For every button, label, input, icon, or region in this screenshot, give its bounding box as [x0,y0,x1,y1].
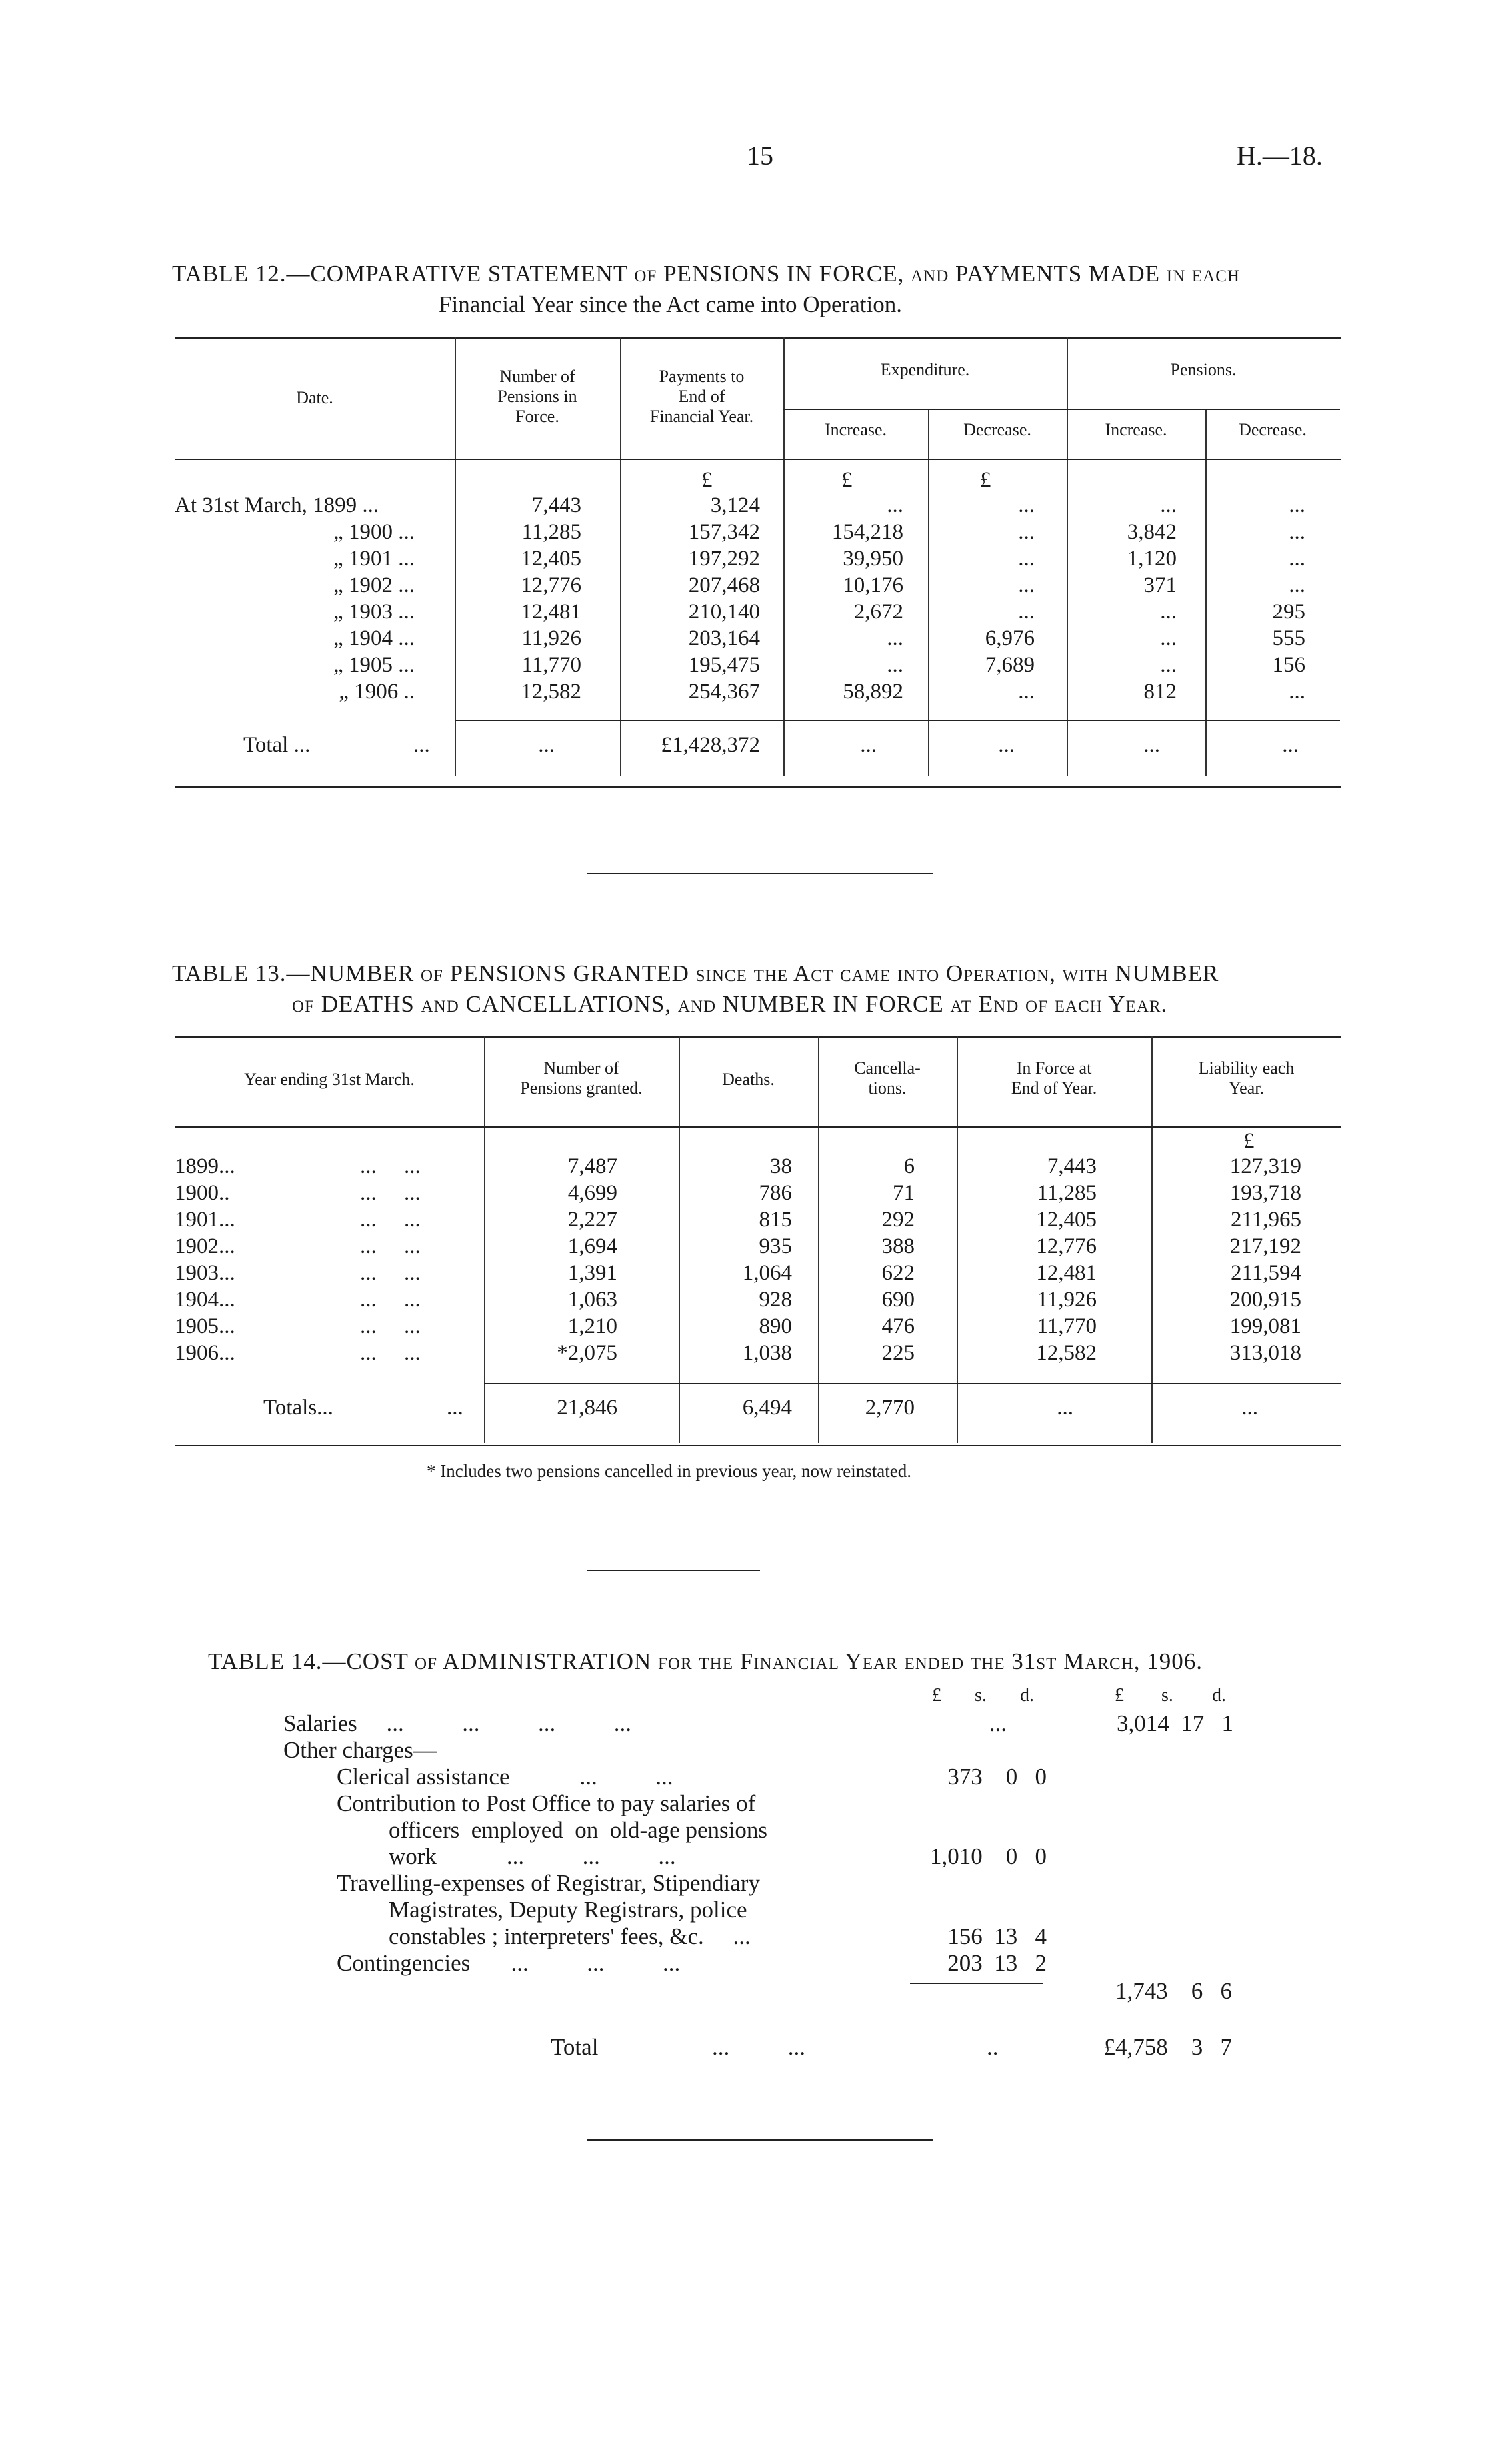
cell-payments: 210,140 [688,600,760,624]
table-row [0,1260,1512,1286]
cost-subtotal-rule [910,1983,1043,1984]
cell-inforce: 12,582 [1036,1341,1097,1365]
unit-pounds-total: £ [1115,1685,1124,1706]
cell-pen-decrease: ... [1289,547,1305,571]
cell-cancel: 690 [881,1288,915,1312]
cell-deaths: 786 [759,1181,792,1205]
cell-liability: 199,081 [1229,1314,1301,1338]
cell-number: 11,285 [521,520,581,544]
cell-cancel: 6 [903,1154,915,1178]
header-payments-l1: Payments to [659,367,745,386]
cost-mid-travel: 156 13 4 [947,1923,1047,1949]
cost-right-salaries: 3,014 17 1 [1117,1710,1233,1736]
cost-line-post-office-3: work ... ... ... [389,1844,676,1869]
cell-cancel: 225 [881,1341,915,1365]
cell-inforce: 11,770 [1037,1314,1097,1338]
cell-exp-increase: 58,892 [843,680,903,704]
cell-liability: 200,915 [1229,1288,1301,1312]
table-row [0,1340,1512,1366]
unit-pounds: £ [932,1685,941,1706]
header-number-l1: Number of [499,367,575,386]
cell-pen-increase: ... [1160,653,1177,677]
cell-pen-increase: 3,842 [1127,520,1177,544]
cell-liability: 217,192 [1229,1234,1301,1258]
table-row [0,1180,1512,1206]
header-inforce-l2: End of Year. [1011,1078,1097,1098]
cost-line-post-office-2: officers employed on old-age pensions [389,1817,767,1843]
header-number-l3: Force. [515,407,559,426]
section-divider [587,873,933,874]
table-row [0,572,1512,599]
cost-mid-clerical: 373 0 0 [947,1764,1047,1790]
cost-line-clerical: Clerical assistance ... ... [337,1764,673,1790]
cell-year: 1906... [175,1341,235,1365]
totals-inforce: ... [1057,1396,1073,1420]
cell-deaths: 928 [759,1288,792,1312]
cell-inforce: 7,443 [1047,1154,1097,1178]
total-dots: ... [413,733,430,757]
header-date: Date. [296,388,333,407]
total-exp-decrease: ... [998,733,1015,757]
totals-cancel: 2,770 [865,1396,915,1420]
cell-year: 1902... [175,1234,235,1258]
header-liability-l2: Year. [1229,1078,1264,1098]
total-pen-increase: ... [1143,733,1160,757]
cell-cancel: 71 [893,1181,915,1205]
cost-total-label: Total [551,2034,599,2060]
cost-mid-contingencies: 203 13 2 [947,1950,1047,1976]
cell-pen-increase: 371 [1143,573,1177,597]
cell-pen-increase: 812 [1143,680,1177,704]
totals-deaths: 6,494 [742,1396,792,1420]
cell-granted: 4,699 [567,1181,617,1205]
cost-subtotal: 1,743 6 6 [1115,1978,1232,2004]
table-12-total-row [0,732,1512,758]
cell-date: „ 1906 .. [339,680,415,704]
table-12-caption-line2: Financial Year since the Act came into Operation. [439,291,902,317]
cell-year-dots: ... ... [360,1208,421,1232]
total-exp-increase: ... [860,733,877,757]
cost-total-dots-2: .. [987,2034,999,2060]
cell-inforce: 12,481 [1036,1261,1097,1285]
cell-year-dots: ... ... [360,1314,421,1338]
cell-exp-increase: 154,218 [831,520,903,544]
cost-total-value: £4,758 3 7 [1103,2034,1232,2060]
section-divider [587,1570,760,1571]
cell-pen-decrease: ... [1289,680,1305,704]
cell-exp-decrease: ... [1018,680,1035,704]
cell-exp-decrease: ... [1018,573,1035,597]
cell-granted: *2,075 [557,1341,617,1365]
table-13-caption-line2: of DEATHS and CANCELLATIONS, and NUMBER IN FORCE at End of each Year. [292,991,1168,1017]
cell-exp-increase: ... [887,493,903,517]
cell-exp-decrease: ... [1018,493,1035,517]
cell-pen-decrease: ... [1289,493,1305,517]
header-number-l2: Pensions in [497,387,577,406]
cell-granted: 2,227 [567,1208,617,1232]
cost-total-dots: ... ... [712,2034,805,2060]
table-12-top-rule [175,337,1341,339]
cell-payments: 157,342 [688,520,760,544]
cell-number: 12,481 [521,600,581,624]
cost-line-travel-1: Travelling-expenses of Registrar, Stipendiary [337,1870,760,1896]
cell-pen-decrease: 555 [1272,626,1305,650]
page-end-divider [587,2139,933,2141]
cell-liability: 313,018 [1229,1341,1301,1365]
cell-inforce: 11,285 [1037,1181,1097,1205]
header-payments-l3: Financial Year. [649,407,754,426]
cell-granted: 1,391 [567,1261,617,1285]
cell-exp-decrease: 7,689 [985,653,1035,677]
table-12-subheader-rule [783,409,1340,410]
unit-exp-decrease: £ [980,468,991,492]
cost-line-salaries: Salaries ... ... ... ... [283,1710,632,1736]
unit-liability: £ [1243,1129,1255,1153]
cell-pen-decrease: 156 [1272,653,1305,677]
header-pen-increase: Increase. [1105,420,1167,439]
cell-payments: 3,124 [710,493,760,517]
unit-pence-total: d. [1212,1685,1226,1706]
cell-exp-increase: ... [887,626,903,650]
cell-date: „ 1902 ... [333,573,415,597]
cell-year-dots: ... ... [360,1261,421,1285]
cell-inforce: 12,405 [1036,1208,1097,1232]
header-exp-increase: Increase. [824,420,887,439]
cell-deaths: 935 [759,1234,792,1258]
cell-granted: 1,063 [567,1288,617,1312]
cell-payments: 197,292 [688,547,760,571]
cell-year: 1899... [175,1154,235,1178]
table-13-top-rule [175,1036,1341,1038]
cell-year: 1904... [175,1288,235,1312]
cell-deaths: 815 [759,1208,792,1232]
unit-pence: d. [1020,1685,1034,1706]
header-granted-l2: Pensions granted. [520,1078,643,1098]
header-year: Year ending 31st March. [244,1070,415,1089]
cell-deaths: 38 [770,1154,792,1178]
table-14-caption: TABLE 14.—COST of ADMINISTRATION for the Financial Year ended the 31st March, 1906. [208,1648,1203,1674]
cell-granted: 1,694 [567,1234,617,1258]
header-liability-l1: Liability each [1198,1058,1295,1078]
cell-deaths: 1,064 [742,1261,792,1285]
totals-liability: ... [1241,1396,1258,1420]
cell-exp-increase: 10,176 [843,573,903,597]
header-expenditure: Expenditure. [880,360,970,379]
unit-shillings-total: s. [1161,1685,1173,1706]
cell-inforce: 12,776 [1036,1234,1097,1258]
cell-year-dots: ... ... [360,1154,421,1178]
cost-line-travel-2: Magistrates, Deputy Registrars, police [389,1897,747,1923]
table-row [0,599,1512,625]
cell-year: 1905... [175,1314,235,1338]
header-granted-l1: Number of [543,1058,619,1078]
unit-exp-increase: £ [841,468,853,492]
header-payments-l2: End of [678,387,725,406]
cell-exp-increase: 2,672 [853,600,903,624]
cell-payments: 254,367 [688,680,760,704]
cell-number: 12,776 [521,573,581,597]
cell-inforce: 11,926 [1037,1288,1097,1312]
cell-number: 12,582 [521,680,581,704]
cell-year-dots: ... ... [360,1234,421,1258]
cost-line-contingencies: Contingencies ... ... ... [337,1950,681,1976]
cost-line-travel-3: constables ; interpreters' fees, &c. ... [389,1923,751,1949]
table-row [0,492,1512,519]
header-exp-decrease: Decrease. [963,420,1031,439]
cell-date: „ 1905 ... [333,653,415,677]
header-pensions: Pensions. [1170,360,1237,379]
cell-year-dots: ... ... [360,1288,421,1312]
table-row [0,625,1512,652]
table-row [0,678,1512,705]
cell-date: „ 1900 ... [333,520,415,544]
table-row [0,1153,1512,1180]
cell-date: „ 1903 ... [333,600,415,624]
cell-payments: 195,475 [688,653,760,677]
header-deaths: Deaths. [722,1070,775,1089]
header-cancel-l1: Cancella- [854,1058,921,1078]
totals-dots: ... [447,1396,463,1420]
page-reference: H.—18. [1237,141,1323,171]
cell-pen-decrease: ... [1289,520,1305,544]
cell-number: 12,405 [521,547,581,571]
cost-mid-salaries: ... [989,1710,1007,1736]
table-12-header-rule [175,459,1341,460]
header-pen-decrease: Decrease. [1239,420,1307,439]
table-row [0,545,1512,572]
cost-line-post-office-1: Contribution to Post Office to pay salaries of [337,1790,756,1816]
cell-cancel: 388 [881,1234,915,1258]
cell-liability: 193,718 [1229,1181,1301,1205]
cell-pen-increase: ... [1160,493,1177,517]
cell-date: At 31st March, 1899 ... [175,493,379,517]
table-12-bottom-rule [175,786,1341,788]
cost-line-other-charges: Other charges— [283,1737,437,1763]
cell-year: 1903... [175,1261,235,1285]
cell-exp-decrease: ... [1018,520,1035,544]
cell-liability: 211,965 [1230,1208,1301,1232]
totals-label: Totals... [263,1396,333,1420]
cell-payments: 207,468 [688,573,760,597]
cell-pen-decrease: 295 [1272,600,1305,624]
header-cancel-l2: tions. [868,1078,907,1098]
cell-exp-increase: 39,950 [843,547,903,571]
cost-mid-post-office: 1,010 0 0 [930,1844,1047,1869]
cell-deaths: 890 [759,1314,792,1338]
cell-pen-decrease: ... [1289,573,1305,597]
cell-pen-increase: 1,120 [1127,547,1177,571]
cell-granted: 7,487 [567,1154,617,1178]
total-pen-decrease: ... [1282,733,1299,757]
cell-year: 1901... [175,1208,235,1232]
total-number: ... [538,733,555,757]
table-13-caption: TABLE 13.—NUMBER of PENSIONS GRANTED since the Act came into Operation, with NUMBER [172,960,1219,986]
table-13-footnote: * Includes two pensions cancelled in previous year, now reinstated. [427,1461,911,1481]
cell-granted: 1,210 [567,1314,617,1338]
cell-date: „ 1901 ... [333,547,415,571]
cell-year: 1900.. [175,1181,230,1205]
cell-year-dots: ... ... [360,1181,421,1205]
cell-number: 11,926 [521,626,581,650]
table-13-total-rule [484,1383,1341,1384]
total-payments: £1,428,372 [661,733,760,757]
table-row [0,519,1512,545]
cell-pen-increase: ... [1160,600,1177,624]
cell-date: „ 1904 ... [333,626,415,650]
table-row [0,1286,1512,1313]
cell-cancel: 292 [881,1208,915,1232]
total-label: Total ... [243,733,311,757]
cell-liability: 127,319 [1229,1154,1301,1178]
cell-cancel: 622 [881,1261,915,1285]
table-row [0,1313,1512,1340]
table-row [0,1233,1512,1260]
table-12-caption: TABLE 12.—COMPARATIVE STATEMENT of PENSIONS IN FORCE, and PAYMENTS MADE in each [172,261,1240,287]
cell-exp-decrease: 6,976 [985,626,1035,650]
unit-shillings: s. [975,1685,987,1706]
page-number: 15 [747,141,773,171]
unit-payments: £ [701,468,713,492]
cell-payments: 203,164 [688,626,760,650]
table-13-header-rule [175,1126,1341,1128]
header-inforce-l1: In Force at [1016,1058,1092,1078]
cell-exp-decrease: ... [1018,600,1035,624]
cell-number: 11,770 [521,653,581,677]
table-row [0,1206,1512,1233]
cell-year-dots: ... ... [360,1341,421,1365]
cell-exp-increase: ... [887,653,903,677]
table-13-bottom-rule [175,1445,1341,1446]
cell-number: 7,443 [531,493,581,517]
table-12-total-rule [455,720,1340,721]
cell-liability: 211,594 [1230,1261,1301,1285]
cell-exp-decrease: ... [1018,547,1035,571]
cell-deaths: 1,038 [742,1341,792,1365]
totals-granted: 21,846 [557,1396,617,1420]
cell-pen-increase: ... [1160,626,1177,650]
cell-cancel: 476 [881,1314,915,1338]
table-row [0,652,1512,678]
table-13-totals-row [0,1394,1512,1421]
